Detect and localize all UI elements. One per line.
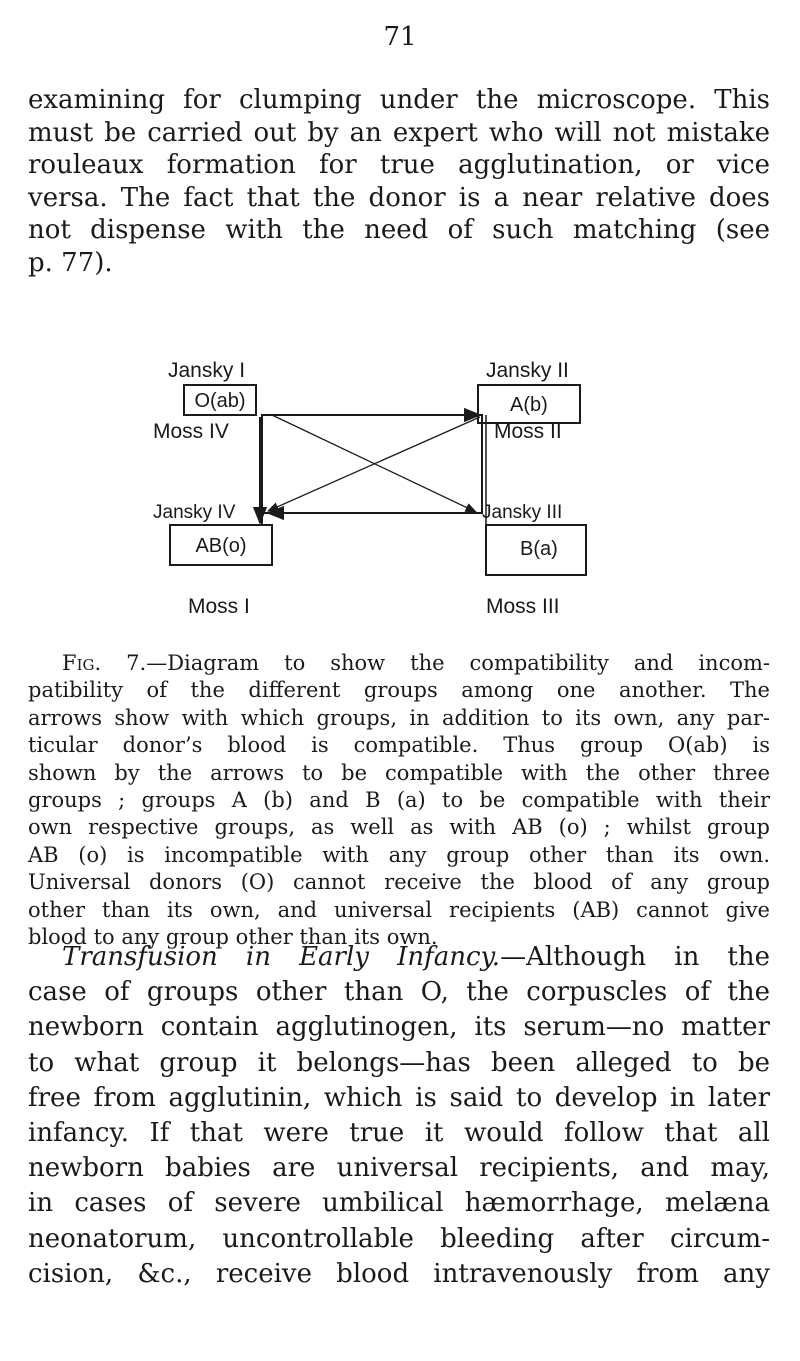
label-moss-3: Moss III [486,595,560,618]
figure-caption [28,650,770,951]
caption-line: AB (o) is incompatible with any group other than its own. [28,842,770,867]
label-jansky-4: Jansky IV [153,502,236,523]
section-heading: Transfusion in Early Infancy. [62,942,501,972]
label-moss-4: Moss IV [153,420,229,443]
paragraph-2-line: in cases of severe umbilical hæmorrhage, melæna [28,1188,770,1219]
paragraph-2-line: cision, &c., receive blood intravenously from any [28,1258,770,1289]
paragraph-2 [28,940,770,1292]
label-jansky-2: Jansky II [486,359,569,382]
caption-line: shown by the arrows to be compatible with the other three [28,760,770,785]
paragraph-1-line: rouleaux formation for true agglutination, or vice [28,150,770,181]
caption-line: other than its own, and universal recipients (AB) cannot give [28,897,770,922]
paragraph-2-line: newborn contain agglutinogen, its serum—no matter [28,1012,770,1043]
connection-frame [262,415,482,513]
group-label-ab: AB(o) [195,535,247,557]
paragraph-2-line-text: —Although in the [500,942,771,972]
paragraph-1-line: versa. The fact that the donor is a near relative does [28,182,770,213]
paragraph-1-line: must be carried out by an expert who will not mistake [28,117,770,148]
paragraph-2-line: neonatorum, uncontrollable bleeding after circum- [28,1223,770,1254]
label-jansky-1: Jansky I [168,359,246,382]
page-number: 71 [383,22,417,52]
paragraph-2-line: to what group it belongs—has been alleged to be [28,1047,770,1078]
caption-line: own respective groups, as well as with AB (o) ; whilst group [28,815,770,840]
group-label-b: B(a) [520,538,558,560]
paragraph-1-line: p. 77). [28,247,113,278]
caption-line: ticular donor’s blood is compatible. Thus group O(ab) is [28,733,770,758]
paragraph-2-line: newborn babies are universal recipients, and may, [28,1153,770,1184]
caption-line: arrows show with which groups, in addition to its own, any par- [28,705,770,730]
caption-line: groups ; groups A (b) and B (a) to be compatible with their [28,788,770,813]
caption-line-text: —Diagram to show the compatibility and incom- [146,651,770,675]
group-label-o: O(ab) [194,390,246,412]
paragraph-1-line: not dispense with the need of such matching (see [28,215,770,246]
paragraph-2-line: case of groups other than O, the corpuscles of the [28,977,770,1008]
label-jansky-3: Jansky III [482,502,563,523]
paragraph-2-line: free from agglutinin, which is said to develop in later [28,1082,770,1113]
paragraph-1 [28,84,770,280]
paragraph-1-line: examining for clumping under the microscope. This [28,85,770,115]
caption-line [28,650,770,677]
group-label-a: A(b) [510,394,548,416]
figure-label: Fig. 7. [62,651,147,675]
paragraph-2-line [28,940,770,975]
arrow-a-to-ab [268,417,480,511]
paragraph-2-line: infancy. If that were true it would follow that all [28,1118,770,1149]
blood-group-compatibility-diagram [150,355,620,640]
caption-line: patibility of the different groups among one another. The [28,678,770,703]
caption-line: blood to any group other than its own. [28,925,438,950]
caption-line: Universal donors (O) cannot receive the blood of any group [28,870,770,895]
label-moss-1: Moss I [188,595,250,618]
label-moss-2: Moss II [494,420,562,443]
